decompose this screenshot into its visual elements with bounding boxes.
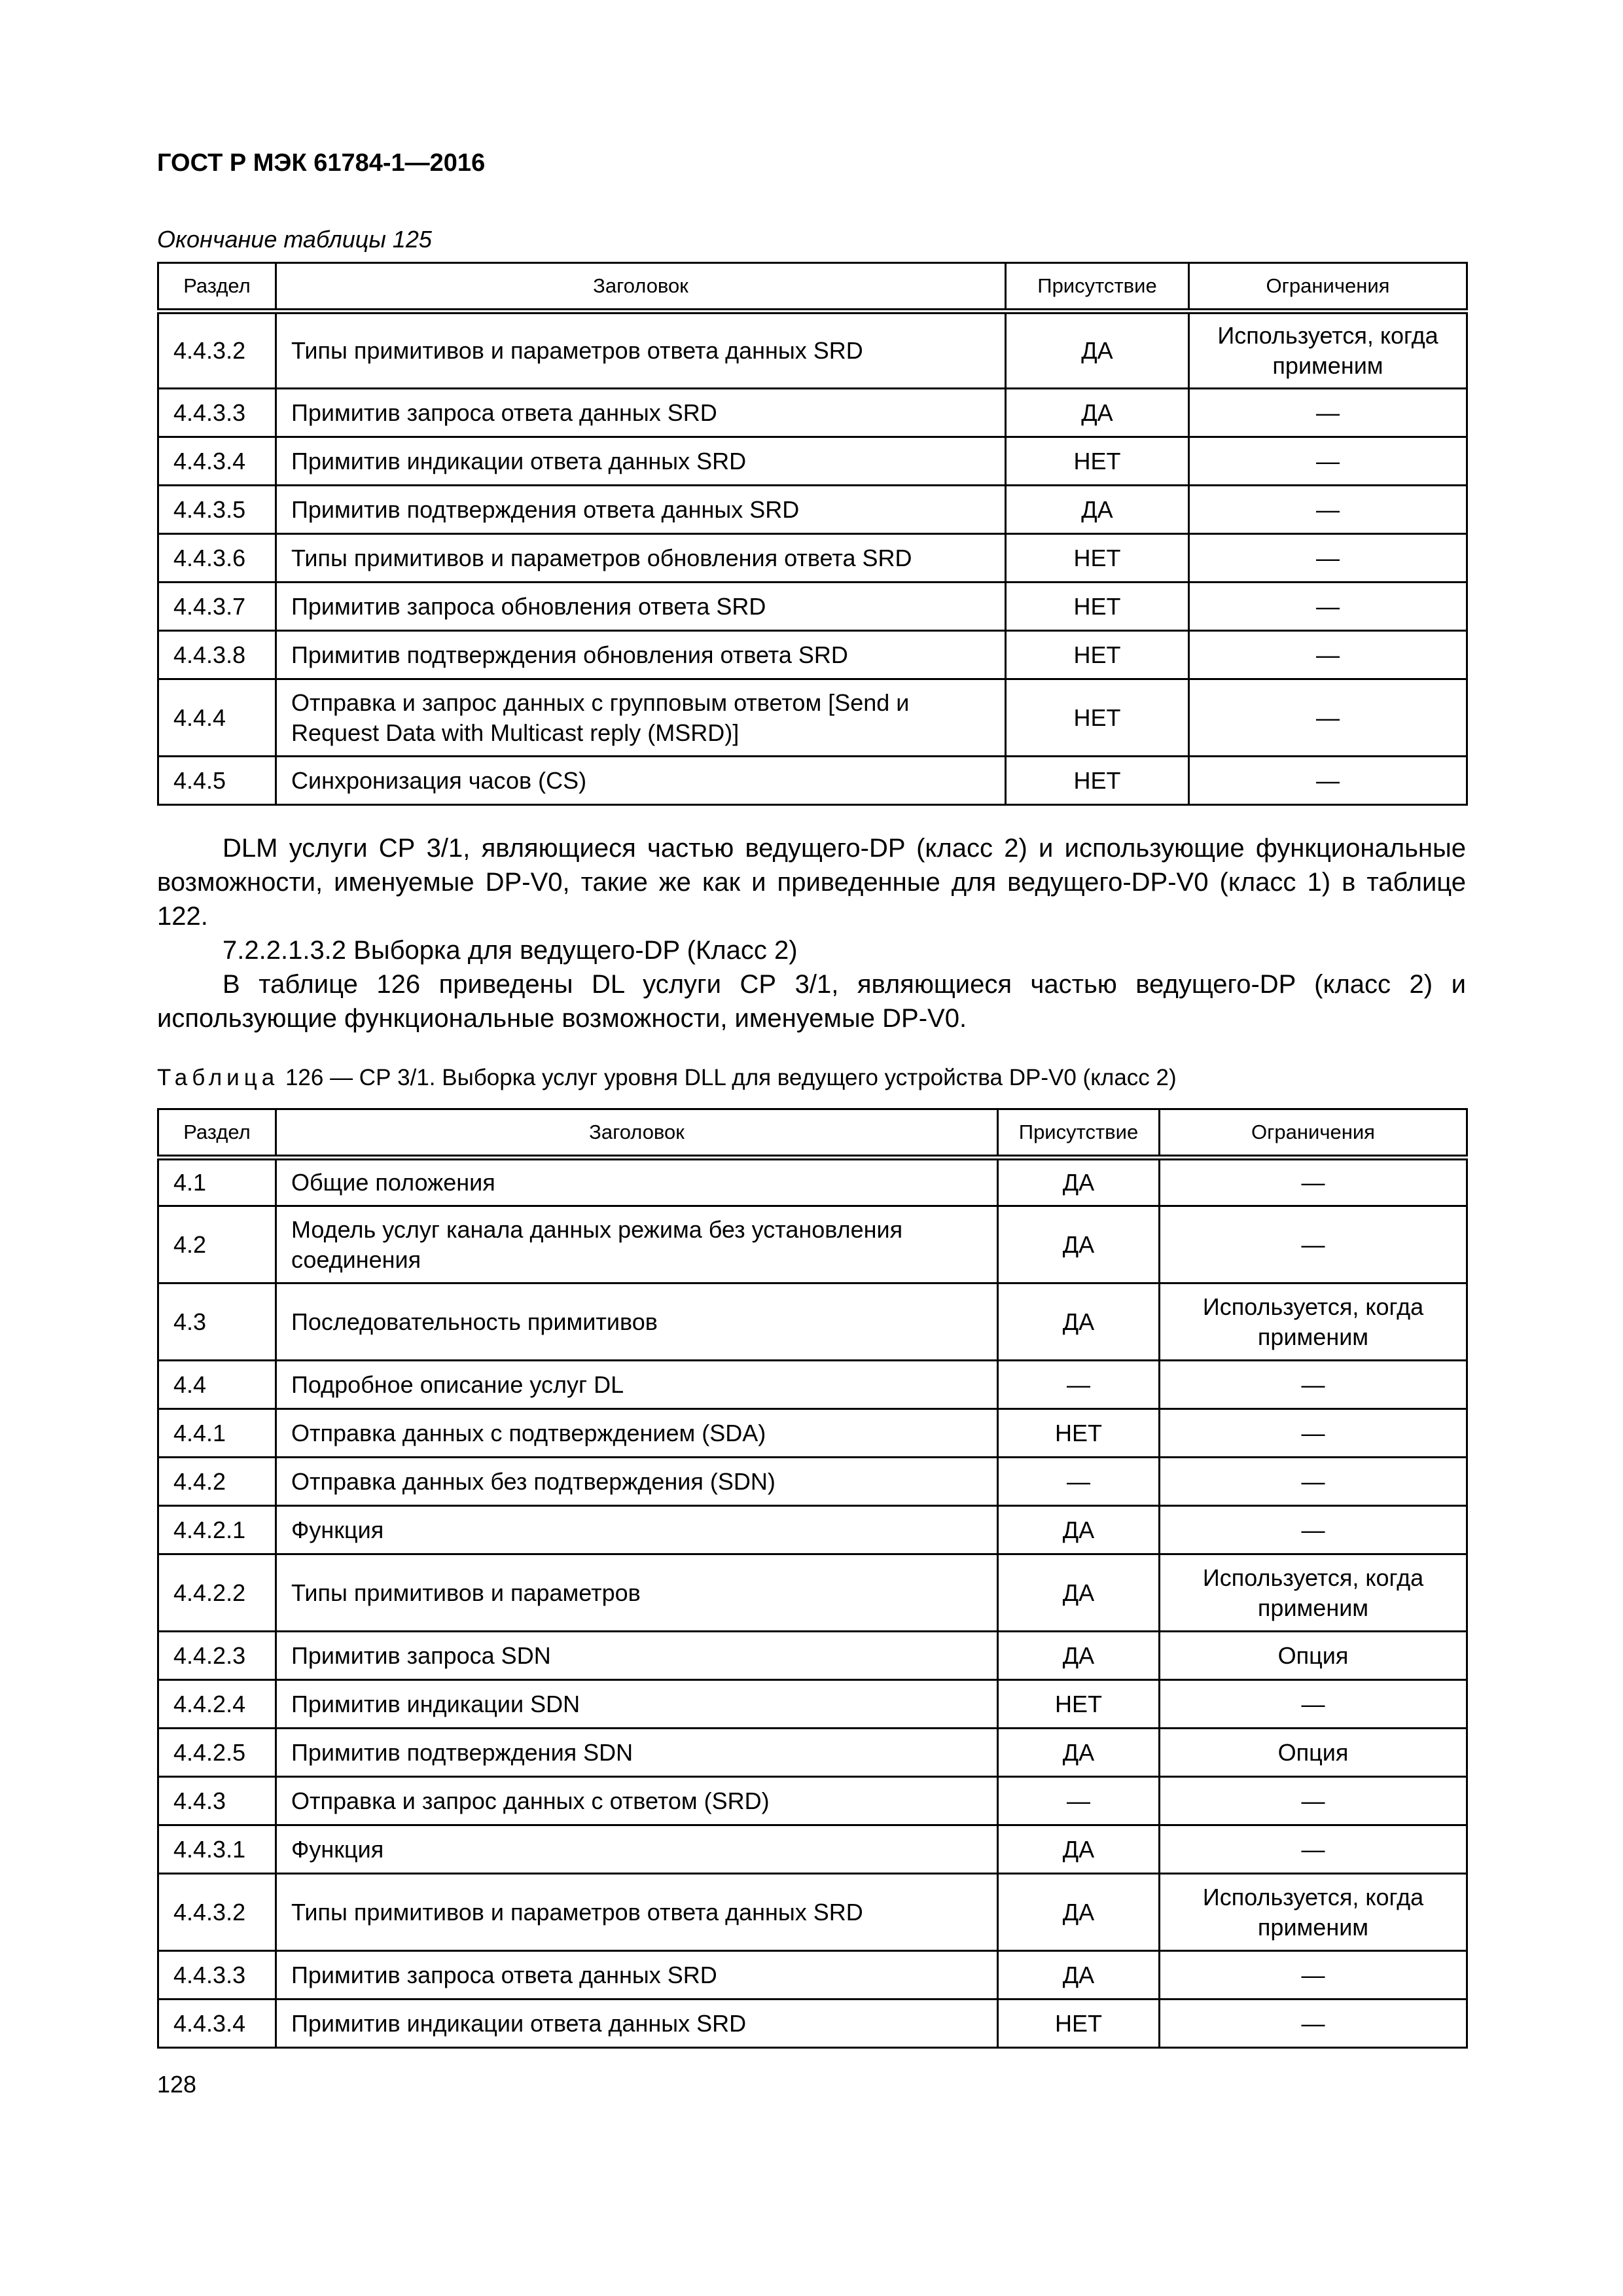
section-cell: 4.4.1 — [158, 1409, 276, 1458]
presence-cell: ДА — [998, 1283, 1160, 1361]
restriction-cell: — — [1160, 2000, 1467, 2048]
title-cell: Функция — [276, 1825, 998, 1874]
presence-cell: НЕТ — [1006, 679, 1189, 757]
restriction-cell: Опция — [1160, 1632, 1467, 1680]
table-row — [158, 1951, 1467, 2000]
restriction-cell: Используется, когда применим — [1189, 312, 1467, 389]
column-header: Раздел — [158, 263, 276, 312]
presence-cell: НЕТ — [1006, 631, 1189, 679]
paragraph: В таблице 126 приведены DL услуги СР 3/1, являющиеся частью ведущего-DP (класс 2) и использующие функциональные возможности, именуемые DP-V0. — [157, 970, 1466, 1033]
table-row — [158, 1361, 1467, 1409]
presence-cell: ДА — [998, 1874, 1160, 1951]
restriction-cell: — — [1160, 1506, 1467, 1554]
section-cell: 4.4.5 — [158, 757, 276, 805]
title-cell: Синхронизация часов (CS) — [276, 757, 1006, 805]
presence-cell: — — [998, 1458, 1160, 1506]
restriction-cell: — — [1189, 389, 1467, 437]
table-row — [158, 1632, 1467, 1680]
table125-caption: Окончание таблицы 125 — [157, 226, 432, 253]
column-header: Ограничения — [1160, 1109, 1467, 1158]
presence-cell: ДА — [1006, 486, 1189, 534]
restriction-cell: — — [1160, 1825, 1467, 1874]
table-125 — [157, 262, 1468, 806]
presence-cell: НЕТ — [1006, 583, 1189, 631]
column-header: Раздел — [158, 1109, 276, 1158]
section-cell: 4.3 — [158, 1283, 276, 1361]
section-cell: 4.4.3.4 — [158, 2000, 276, 2048]
table-header-row — [158, 263, 1467, 312]
restriction-cell: — — [1189, 534, 1467, 583]
paragraph: DLM услуги СР 3/1, являющиеся частью ведущего-DP (класс 2) и использующие функциональные возможности, именуемые DP-V0, такие же как и приведенные для ведущего-DP-V0 (класс 1) в таблице 122. — [157, 834, 1466, 931]
presence-cell: НЕТ — [998, 2000, 1160, 2048]
table-row — [158, 1729, 1467, 1777]
table-row — [158, 1554, 1467, 1632]
section-cell: 4.2 — [158, 1206, 276, 1283]
presence-cell: ДА — [998, 1158, 1160, 1206]
title-cell: Примитив запроса ответа данных SRD — [276, 389, 1006, 437]
section-cell: 4.4.3.2 — [158, 1874, 276, 1951]
table-row — [158, 2000, 1467, 2048]
restriction-cell: — — [1189, 631, 1467, 679]
restriction-cell: — — [1189, 437, 1467, 486]
table-row — [158, 679, 1467, 757]
section-cell: 4.4.3.5 — [158, 486, 276, 534]
restriction-cell: — — [1160, 1206, 1467, 1283]
section-heading: 7.2.2.1.3.2 Выборка для ведущего-DP (Класс 2) — [223, 936, 798, 965]
title-cell: Примитив индикации ответа данных SRD — [276, 437, 1006, 486]
restriction-cell: — — [1160, 1777, 1467, 1825]
table-header-row — [158, 1109, 1467, 1158]
title-cell: Последовательность примитивов — [276, 1283, 998, 1361]
section-cell: 4.4.2.5 — [158, 1729, 276, 1777]
section-cell: 4.1 — [158, 1158, 276, 1206]
page-number: 128 — [157, 2071, 197, 2098]
presence-cell: ДА — [998, 1729, 1160, 1777]
table-row — [158, 486, 1467, 534]
title-cell: Примитив индикации SDN — [276, 1680, 998, 1729]
restriction-cell: — — [1160, 1680, 1467, 1729]
table-row — [158, 437, 1467, 486]
table-126 — [157, 1108, 1468, 2049]
restriction-cell: — — [1160, 1951, 1467, 2000]
title-cell: Общие положения — [276, 1158, 998, 1206]
section-cell: 4.4.2.2 — [158, 1554, 276, 1632]
column-header: Ограничения — [1189, 263, 1467, 312]
presence-cell: — — [998, 1777, 1160, 1825]
table-row — [158, 1506, 1467, 1554]
restriction-cell: Используется, когда применим — [1160, 1283, 1467, 1361]
presence-cell: ДА — [1006, 389, 1189, 437]
section-cell: 4.4.3.6 — [158, 534, 276, 583]
title-cell: Типы примитивов и параметров — [276, 1554, 998, 1632]
section-cell: 4.4.3.4 — [158, 437, 276, 486]
title-cell: Примитив запроса обновления ответа SRD — [276, 583, 1006, 631]
table-row — [158, 583, 1467, 631]
title-cell: Примитив запроса SDN — [276, 1632, 998, 1680]
restriction-cell: — — [1160, 1361, 1467, 1409]
restriction-cell: — — [1160, 1158, 1467, 1206]
table-row — [158, 1409, 1467, 1458]
presence-cell: ДА — [1006, 312, 1189, 389]
presence-cell: ДА — [998, 1632, 1160, 1680]
table-row — [158, 389, 1467, 437]
restriction-cell: Используется, когда применим — [1160, 1874, 1467, 1951]
page-header-title: ГОСТ Р МЭК 61784-1—2016 — [157, 149, 486, 177]
section-cell: 4.4.3.3 — [158, 389, 276, 437]
table-row — [158, 312, 1467, 389]
title-cell: Примитив запроса ответа данных SRD — [276, 1951, 998, 2000]
restriction-cell: Опция — [1160, 1729, 1467, 1777]
title-cell: Отправка данных без подтверждения (SDN) — [276, 1458, 998, 1506]
section-cell: 4.4.3.1 — [158, 1825, 276, 1874]
presence-cell: ДА — [998, 1206, 1160, 1283]
title-cell: Отправка и запрос данных с ответом (SRD) — [276, 1777, 998, 1825]
title-cell: Отправка данных с подтверждением (SDA) — [276, 1409, 998, 1458]
presence-cell: НЕТ — [1006, 437, 1189, 486]
column-header: Присутствие — [1006, 263, 1189, 312]
title-cell: Примитив индикации ответа данных SRD — [276, 2000, 998, 2048]
table126-caption — [157, 1065, 1177, 1091]
title-cell: Модель услуг канала данных режима без установления соединения — [276, 1206, 998, 1283]
body-text — [157, 831, 1466, 1035]
section-cell: 4.4.2 — [158, 1458, 276, 1506]
table-row — [158, 1458, 1467, 1506]
restriction-cell: — — [1160, 1409, 1467, 1458]
title-cell: Примитив подтверждения SDN — [276, 1729, 998, 1777]
title-cell: Функция — [276, 1506, 998, 1554]
table-row — [158, 1777, 1467, 1825]
column-header: Заголовок — [276, 1109, 998, 1158]
presence-cell: ДА — [998, 1825, 1160, 1874]
restriction-cell: Используется, когда применим — [1160, 1554, 1467, 1632]
presence-cell: НЕТ — [1006, 757, 1189, 805]
title-cell: Типы примитивов и параметров ответа данных SRD — [276, 1874, 998, 1951]
restriction-cell: — — [1189, 583, 1467, 631]
table126-caption-prefix: Таблица — [157, 1065, 279, 1090]
presence-cell: ДА — [998, 1506, 1160, 1554]
table-row — [158, 1283, 1467, 1361]
restriction-cell: — — [1189, 679, 1467, 757]
table-row — [158, 1874, 1467, 1951]
table-row — [158, 757, 1467, 805]
table-row — [158, 1825, 1467, 1874]
section-cell: 4.4.2.4 — [158, 1680, 276, 1729]
presence-cell: НЕТ — [998, 1680, 1160, 1729]
presence-cell: ДА — [998, 1554, 1160, 1632]
title-cell: Типы примитивов и параметров обновления ответа SRD — [276, 534, 1006, 583]
title-cell: Примитив подтверждения ответа данных SRD — [276, 486, 1006, 534]
section-cell: 4.4.4 — [158, 679, 276, 757]
presence-cell: — — [998, 1361, 1160, 1409]
section-cell: 4.4.3.3 — [158, 1951, 276, 2000]
section-cell: 4.4.3.2 — [158, 312, 276, 389]
table-row — [158, 1158, 1467, 1206]
restriction-cell: — — [1189, 486, 1467, 534]
title-cell: Типы примитивов и параметров ответа данных SRD — [276, 312, 1006, 389]
table-row — [158, 1206, 1467, 1283]
table126-caption-text: 126 — СР 3/1. Выборка услуг уровня DLL для ведущего устройства DP-V0 (класс 2) — [279, 1065, 1177, 1090]
table-row — [158, 534, 1467, 583]
restriction-cell: — — [1189, 757, 1467, 805]
section-cell: 4.4.3.7 — [158, 583, 276, 631]
section-cell: 4.4.3.8 — [158, 631, 276, 679]
presence-cell: НЕТ — [998, 1409, 1160, 1458]
section-cell: 4.4.2.3 — [158, 1632, 276, 1680]
column-header: Заголовок — [276, 263, 1006, 312]
title-cell: Подробное описание услуг DL — [276, 1361, 998, 1409]
presence-cell: ДА — [998, 1951, 1160, 2000]
section-cell: 4.4.3 — [158, 1777, 276, 1825]
restriction-cell: — — [1160, 1458, 1467, 1506]
section-cell: 4.4 — [158, 1361, 276, 1409]
presence-cell: НЕТ — [1006, 534, 1189, 583]
column-header: Присутствие — [998, 1109, 1160, 1158]
section-cell: 4.4.2.1 — [158, 1506, 276, 1554]
table-row — [158, 1680, 1467, 1729]
table-row — [158, 631, 1467, 679]
title-cell: Примитив подтверждения обновления ответа SRD — [276, 631, 1006, 679]
title-cell: Отправка и запрос данных с групповым ответом [Send и Request Data with Multicast reply (MSRD)] — [276, 679, 1006, 757]
